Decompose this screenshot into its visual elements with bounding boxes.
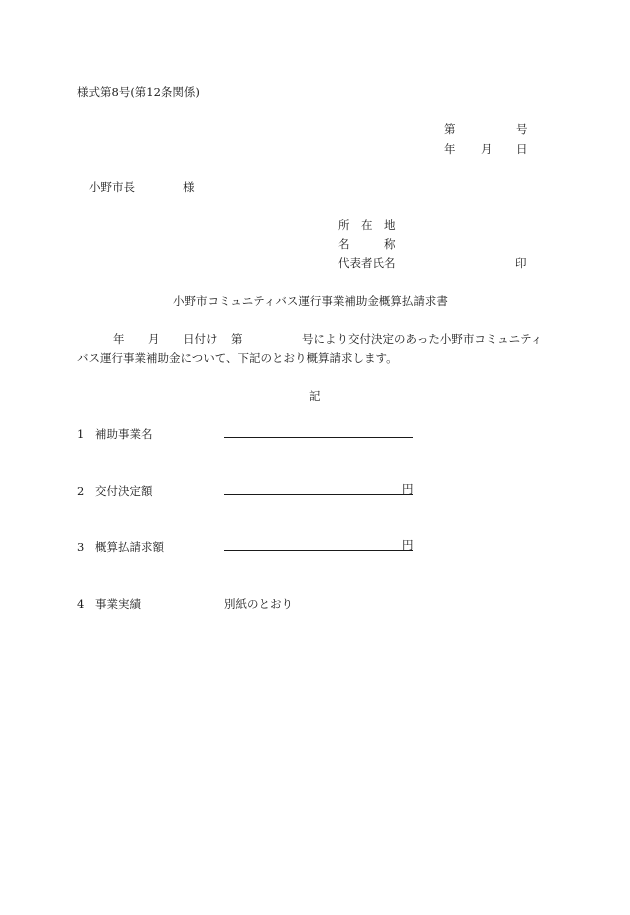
- addressee-honorific: 様: [183, 180, 195, 194]
- applicant-name-label: 名 称: [338, 237, 396, 251]
- item-number: 3: [77, 540, 85, 554]
- applicant-address-label: 所 在 地: [338, 218, 396, 232]
- item-unit-yen: 円: [402, 482, 414, 496]
- item-label: 交付決定額: [95, 484, 153, 498]
- body-date-suffix: 日付け: [183, 332, 218, 346]
- item-fill-line[interactable]: [224, 550, 413, 551]
- item-number: 4: [77, 597, 85, 611]
- body-month: 月: [148, 332, 160, 346]
- item-value: 別紙のとおり: [224, 597, 293, 611]
- body-year: 年: [113, 332, 125, 346]
- body-line1-rest: 号により交付決定のあった小野市コミュニティ: [302, 332, 543, 346]
- item-fill-line[interactable]: [224, 437, 413, 438]
- item-number: 2: [77, 484, 85, 498]
- item-unit-yen: 円: [402, 538, 414, 552]
- seal-mark: 印: [515, 256, 527, 270]
- item-fill-line[interactable]: [224, 494, 413, 495]
- item-label: 事業実績: [95, 597, 141, 611]
- doc-date-month: 月: [481, 142, 493, 156]
- item-label: 概算払請求額: [95, 540, 164, 554]
- item-label: 補助事業名: [95, 427, 153, 441]
- doc-number-prefix: 第: [444, 122, 456, 136]
- doc-date-year: 年: [444, 142, 456, 156]
- doc-date-day: 日: [516, 142, 528, 156]
- applicant-representative-label: 代表者氏名: [338, 256, 396, 270]
- ki-heading: 記: [309, 389, 321, 403]
- item-number: 1: [77, 427, 85, 441]
- doc-number-suffix: 号: [516, 122, 528, 136]
- addressee-name: 小野市長: [89, 180, 135, 194]
- document-title: 小野市コミュニティバス運行事業補助金概算払請求書: [173, 294, 448, 308]
- body-number-prefix: 第: [231, 332, 243, 346]
- body-line2: バス運行事業補助金について、下記のとおり概算請求します。: [77, 351, 398, 365]
- form-number: 様式第8号(第12条関係): [77, 85, 200, 99]
